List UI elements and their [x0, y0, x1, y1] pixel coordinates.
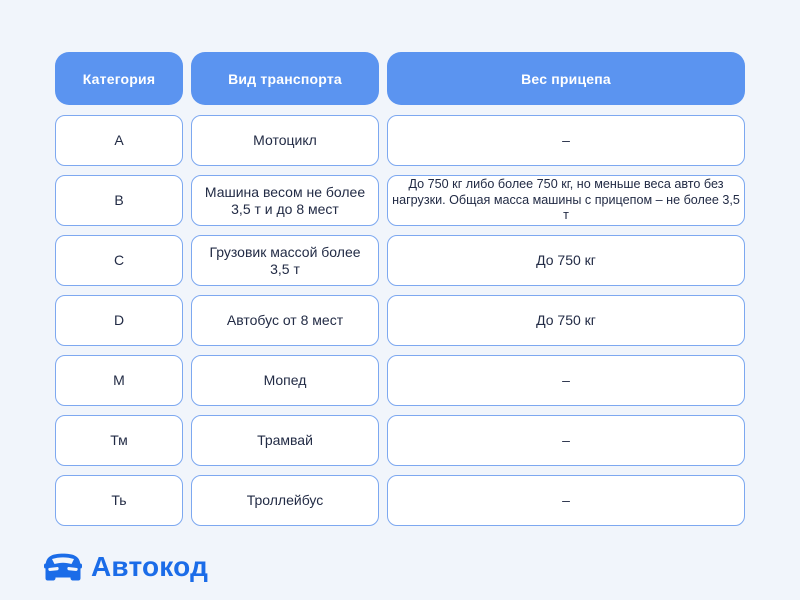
cell-category: M — [55, 355, 183, 406]
header-trailer-weight: Вес прицепа — [387, 52, 745, 105]
table-body — [55, 115, 745, 526]
cell-transport: Троллейбус — [191, 475, 379, 526]
table-row — [55, 235, 745, 286]
cell-category: Тм — [55, 415, 183, 466]
cell-trailer-weight: До 750 кг — [387, 295, 745, 346]
header-category: Категория — [55, 52, 183, 105]
cell-transport: Мотоцикл — [191, 115, 379, 166]
cell-transport: Мопед — [191, 355, 379, 406]
cell-category: D — [55, 295, 183, 346]
cell-category: C — [55, 235, 183, 286]
cell-trailer-weight: – — [387, 355, 745, 406]
header-transport-type: Вид транспорта — [191, 52, 379, 105]
cell-trailer-weight: До 750 кг либо более 750 кг, но меньше веса авто без нагрузки. Общая масса машины с прицепом – не более 3,5 т — [387, 175, 745, 226]
cell-category: B — [55, 175, 183, 226]
table-row — [55, 175, 745, 226]
table-row — [55, 355, 745, 406]
cell-category: Ть — [55, 475, 183, 526]
car-front-icon — [44, 553, 82, 582]
table-row — [55, 115, 745, 166]
table-row — [55, 475, 745, 526]
categories-table — [55, 52, 745, 526]
cell-transport: Грузовик массой более 3,5 т — [191, 235, 379, 286]
cell-transport: Машина весом не более 3,5 т и до 8 мест — [191, 175, 379, 226]
logo-text: Автокод — [91, 551, 209, 582]
table-row — [55, 415, 745, 466]
cell-transport: Автобус от 8 мест — [191, 295, 379, 346]
table-header-row — [55, 52, 745, 105]
cell-trailer-weight: До 750 кг — [387, 235, 745, 286]
cell-transport: Трамвай — [191, 415, 379, 466]
cell-trailer-weight: – — [387, 415, 745, 466]
cell-trailer-weight: – — [387, 115, 745, 166]
cell-trailer-weight: – — [387, 475, 745, 526]
table-row — [55, 295, 745, 346]
cell-category: A — [55, 115, 183, 166]
avtocod-logo — [44, 551, 208, 583]
